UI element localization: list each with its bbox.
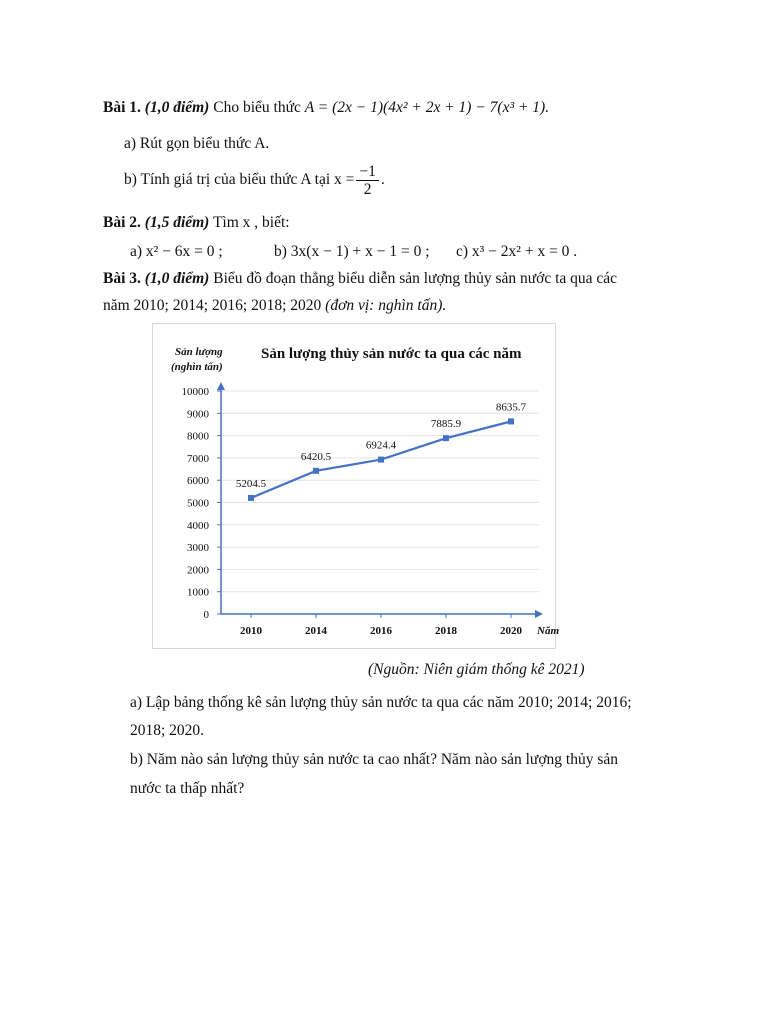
x-tick-label: 2020: [500, 625, 522, 637]
data-point: [508, 418, 514, 424]
axes: [217, 382, 543, 618]
series-line: [248, 418, 514, 501]
bai3-part-a-line1: a) Lập bảng thống kê sản lượng thủy sản nước ta qua các năm 2010; 2014; 2016;: [130, 694, 632, 711]
y-tick-label: 7000: [187, 452, 209, 465]
x-tick-label: 2018: [435, 625, 457, 637]
bai1-points: (1,0 điểm): [144, 99, 210, 116]
x-tick-label: 2016: [370, 625, 392, 637]
bai2-heading: Bài 2.: [103, 214, 141, 231]
bai1-part-b-suffix: .: [380, 171, 385, 188]
x-tick-label: 2014: [305, 625, 327, 637]
y-tick-labels: [182, 386, 210, 621]
y-tick-label: 2000: [187, 564, 209, 577]
y-tick-label: 8000: [187, 430, 209, 443]
data-label: 6924.4: [365, 439, 397, 452]
bai2-part-b: b) 3x(x − 1) + x − 1 = 0 ;: [274, 243, 430, 260]
x-axis-title: Năm: [537, 625, 559, 637]
bai2-part-c: c) x³ − 2x² + x = 0 .: [456, 243, 578, 260]
x-tick-labels: [240, 625, 523, 637]
bai3-line2: [103, 296, 446, 316]
y-tick-label: 3000: [187, 542, 209, 555]
fraction-numerator: −1: [356, 163, 379, 181]
chart-frame: [152, 323, 559, 649]
bai3-part-b-line1: b) Năm nào sản lượng thủy sản nước ta cao nhất? Năm nào sản lượng thủy sản: [130, 751, 618, 768]
bai3-unit-note: (đơn vị: nghìn tấn).: [325, 297, 447, 314]
fraction: [356, 163, 379, 198]
bai3-part-a-line2: 2018; 2020.: [130, 722, 205, 739]
y-tick-label: 5000: [187, 497, 209, 510]
y-axis-title-line1: Sản lượng: [175, 346, 223, 358]
bai1-part-b: [124, 162, 385, 198]
source-note: (Nguồn: Niên giám thống kê 2021): [368, 661, 585, 678]
y-axis-arrow: [217, 382, 225, 390]
bai3-intro-line2: năm 2010; 2014; 2016; 2018; 2020: [103, 297, 322, 314]
bai2-part-a: a) x² − 6x = 0 ;: [130, 243, 223, 260]
data-label: 5204.5: [235, 477, 267, 490]
bai1-part-a: a) Rút gọn biểu thức A.: [124, 135, 270, 152]
data-label: 6420.5: [300, 450, 332, 463]
y-tick-label: 6000: [187, 475, 209, 488]
y-tick-label: 9000: [187, 408, 209, 421]
y-tick-label: 10000: [181, 386, 209, 398]
line-chart: [153, 324, 559, 648]
fraction-denominator: 2: [363, 180, 372, 198]
chart-title: Sản lượng thủy sản nước ta qua các năm: [261, 346, 522, 362]
y-tick-label: 4000: [187, 519, 209, 532]
data-labels: [236, 401, 527, 490]
bai1-intro: Cho biểu thức: [213, 99, 301, 116]
data-point: [313, 468, 319, 474]
bai3-intro-line1: Biểu đồ đoạn thẳng biểu diễn sản lượng thủy sản nước ta qua các: [213, 270, 618, 287]
data-point: [378, 457, 384, 463]
data-label: 8635.7: [495, 401, 527, 414]
bai3-line1: [103, 269, 617, 289]
bai1-expression: A = (2x − 1)(4x² + 2x + 1) − 7(x³ + 1).: [304, 99, 550, 116]
x-axis-arrow: [535, 610, 543, 618]
bai3-points: (1,0 điểm): [144, 270, 210, 287]
bai1-part-b-prefix: b) Tính giá trị của biểu thức A tại x =: [124, 171, 355, 188]
x-tick-label: 2010: [240, 625, 262, 637]
bai1-heading: Bài 1.: [103, 99, 141, 116]
y-tick-label: 0: [203, 609, 209, 621]
bai1-line: [103, 98, 549, 118]
bai3-part-b-line2: nước ta thấp nhất?: [130, 780, 245, 797]
bai2-intro: Tìm x , biết:: [212, 214, 290, 231]
bai2-points: (1,5 điểm): [144, 214, 210, 231]
bai3-heading: Bài 3.: [103, 270, 141, 287]
data-point: [443, 435, 449, 441]
data-label: 7885.9: [430, 418, 462, 431]
data-point: [248, 495, 254, 501]
bai2-line: [103, 213, 290, 233]
y-axis-title-line2: (nghìn tấn): [171, 361, 223, 373]
y-tick-label: 1000: [187, 586, 209, 599]
